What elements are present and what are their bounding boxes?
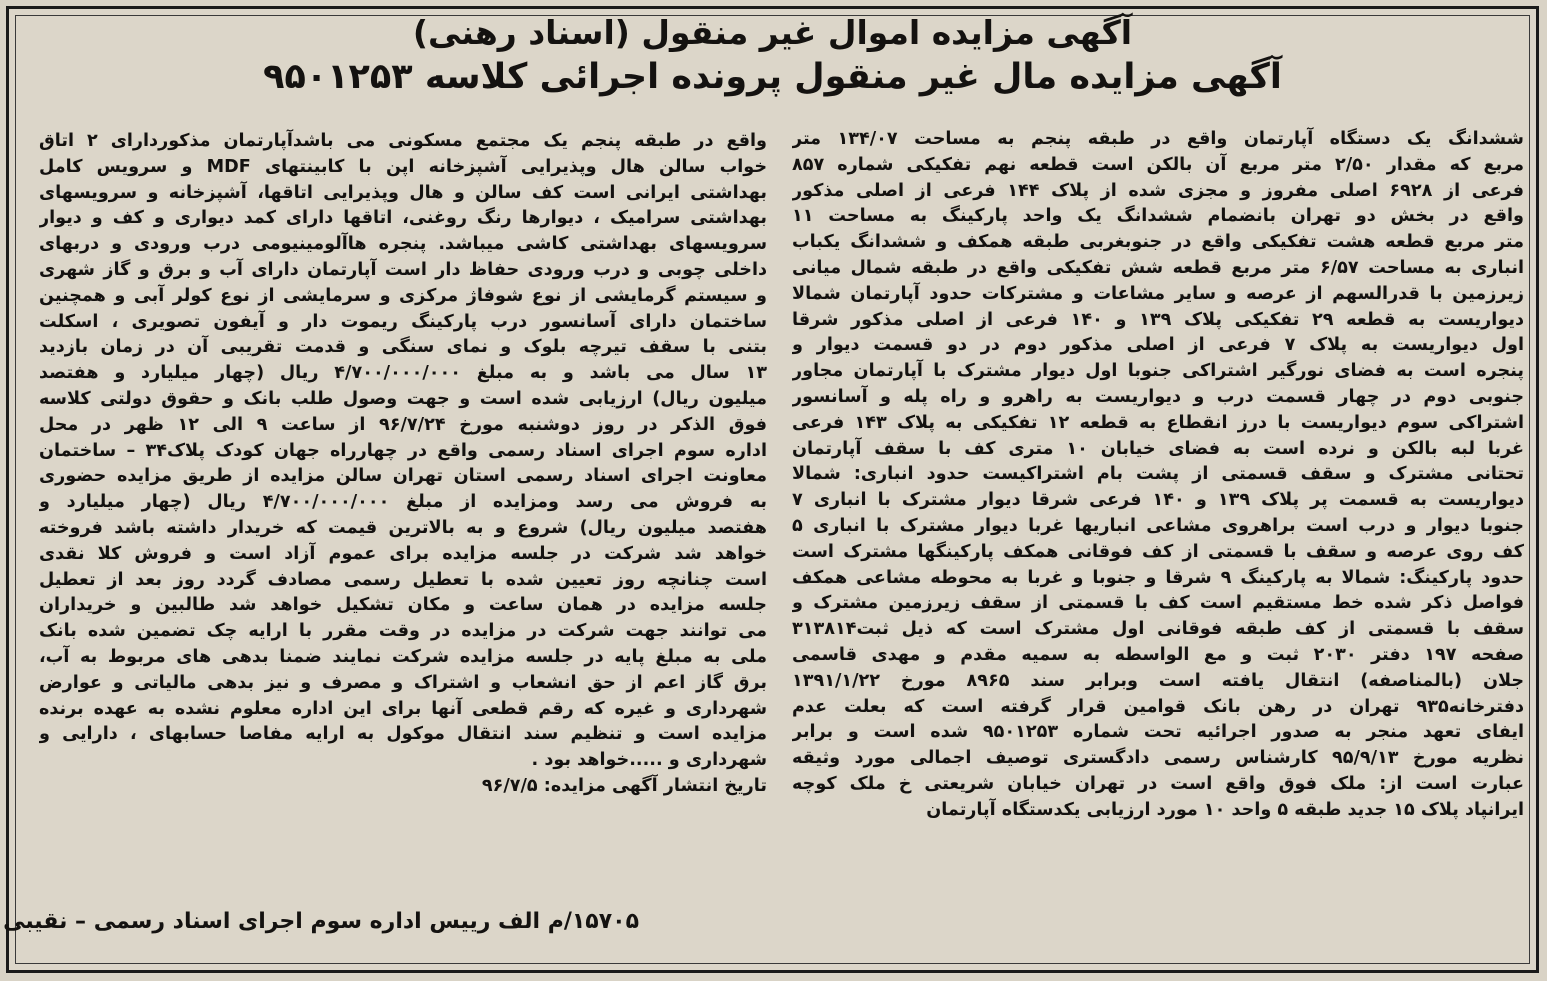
text-line: شهرداری و .....خواهد بود . bbox=[531, 750, 767, 771]
text-line: دیواریست به قطعه ۲۹ تفکیکی پلاک ۱۳۹ و ۱۴۰ فرعی از اصلی مذکور شرقا bbox=[792, 309, 1524, 330]
text-line: دیواریست به قسمت پر پلاک ۱۳۹ و ۱۴۰ فرعی شرقا دیوار مشترک با انباری ۷ bbox=[792, 490, 1524, 511]
text-line: عبارت است از: ملک فوق واقع است در تهران خیابان شریعتی خ ملک کوچه bbox=[792, 773, 1524, 794]
publish-date: تاریخ انتشار آگهی مزایده: ۹۶/۷/۵ bbox=[481, 775, 767, 796]
text-line: جنوبا دیوار و درب است براهروی مشاعی انباریها غربا دیوار مشترک با انباری ۵ bbox=[792, 515, 1524, 536]
text-line: نظریه مورخ ۹۵/۹/۱۳ کارشناس رسمی دادگستری توصیف اجمالی مورد وثیقه bbox=[792, 748, 1524, 769]
text-line: جلسه مزایده در همان ساعت و مکان تشکیل خواهد شد طالبین و خریداران bbox=[39, 595, 767, 616]
text-line: تحتانی مشترک و سقف قسمتی از پشت بام اشتراکیست حدود انباری: شمالا bbox=[792, 464, 1524, 485]
text-line: مربع که مقدار ۲/۵۰ متر مربع آن بالکن است قطعه نهم تفکیکی شماره ۸۵۷ bbox=[792, 154, 1524, 175]
text-line: بهداشتی ایرانی است کف سالن و هال وپذیرایی اتاقها، آشپزخانه و سرویسهای bbox=[39, 182, 767, 203]
text-line: میلیون ریال) ارزیابی شده است و جهت وصول طلب بانک و حقوق دولتی کلاسه bbox=[39, 388, 767, 409]
text-line: ساختمان دارای آسانسور درب پارکینگ ریموت دار و آیفون تصویری ، اسکلت bbox=[39, 311, 767, 332]
text-line: خواب سالن هال وپذیرایی آشپزخانه اپن با کابینتهای MDF و سرویس کامل bbox=[39, 156, 767, 177]
text-line: معاونت اجرای اسناد رسمی استان تهران سالن مزایده از طریق مزایده حضوری bbox=[39, 466, 767, 487]
text-line: می توانند جهت شرکت در مزایده در وقت مقرر با ارایه چک تضمین شده بانک bbox=[39, 621, 767, 642]
text-line: اشتراکی سوم دیواریست با درز انقطاع به قطعه ۱۲ تفکیکی به پلاک ۱۴۳ فرعی bbox=[792, 412, 1524, 433]
text-line: واقع در بخش دو تهران بانضمام ششدانگ یک واحد پارکینگ به مساحت ۱۱ bbox=[792, 206, 1524, 227]
text-line: هفتصد میلیون ریال) شروع و به بالاترین قیمت که خریدار داشته باشد فروخته bbox=[39, 517, 767, 538]
text-line: برق گاز اعم از حق انشعاب و اشتراک و مصرف و نیز بدهی مالیاتی و عوارض bbox=[39, 672, 767, 693]
text-line: زیرزمین با قدرالسهم از عرصه و سایر مشاعات و مشترکات حدود آپارتمان شمالا bbox=[792, 283, 1524, 304]
notice-frame bbox=[3, 6, 1539, 973]
text-line: واقع در طبقه پنجم یک مجتمع مسکونی می باشدآپارتمان مذکوردارای ۲ اتاق bbox=[39, 131, 767, 151]
text-line: بهداشتی سرامیک ، دیوارها رنگ روغنی، اتاقها دارای کمد دیواری و کف و دیوار bbox=[39, 208, 767, 229]
text-line: جلان (بالمناصفه) انتقال یافته است وبرابر سند ۸۹۶۵ مورخ ۱۳۹۱/۱/۲۲ bbox=[792, 670, 1524, 691]
text-line: و سیستم گرمایشی از نوع شوفاژ مرکزی و سرمایشی از نوع کولر آبی و همچنین bbox=[39, 285, 767, 306]
left-text-column bbox=[39, 129, 767, 800]
text-line: حدود پارکینگ: شمالا به پارکینگ ۹ شرقا و جنوبا و غربا به محوطه مشاعی همکف bbox=[792, 567, 1524, 588]
text-line: ایفای تعهد منجر به صدور اجرائیه تحت شماره ۹۵۰۱۲۵۳ شده است و برابر bbox=[792, 722, 1524, 743]
text-line: فواصل ذکر شده خط مستقیم است کف با قسمتی از سقف زیرزمین مشترک و bbox=[792, 593, 1524, 614]
text-line: ملی به مبلغ پایه در جلسه مزایده شرکت نمایند ضمنا بدهی های مربوط به آب، bbox=[39, 646, 767, 667]
notice-subtitle: آگهی مزایده مال غیر منقول پرونده اجرائی کلاسه ۹۵۰۱۲۵۳ bbox=[263, 57, 1282, 97]
text-line: ۱۳ سال می باشد و به مبلغ ۴/۷۰۰/۰۰۰/۰۰۰ ریال (چهار میلیارد و هفتصد bbox=[39, 363, 767, 384]
text-line: مزایده است و تنظیم سند انتقال موکول به ارایه مفاصا حسابهای ، دارایی و bbox=[39, 724, 767, 745]
text-line: کف روی عرصه و سقف با قسمتی از کف فوقانی همکف پارکینگها مشترک است bbox=[792, 541, 1524, 562]
text-line: فوق الذکر در روز دوشنبه مورخ ۹۶/۷/۲۴ از ساعت ۹ الی ۱۲ ظهر در محل bbox=[39, 414, 767, 435]
text-line: فرعی از ۶۹۲۸ اصلی مفروز و مجزی شده از پلاک ۱۴۴ فرعی از اصلی مذکور bbox=[792, 180, 1524, 201]
text-line: ایرانپاد پلاک ۱۵ جدید طبقه ۵ واحد ۱۰ مورد ارزیابی یکدستگاه آپارتمان bbox=[926, 799, 1524, 820]
text-line: داخلی چوبی و درب ورودی حفاظ دار است آپارتمان دارای آب و برق و گاز شهری bbox=[39, 259, 767, 280]
text-line: انباری به مساحت ۶/۵۷ متر مربع قطعه شش تفکیکی واقع در طبقه شمال میانی bbox=[792, 257, 1524, 278]
text-line: است چنانچه روز تعیین شده با تعطیل رسمی مصادف گردد روز بعد از تعطیل bbox=[39, 569, 767, 590]
notice-title: آگهی مزایده اموال غیر منقول (اسناد رهنی) bbox=[412, 13, 1133, 52]
signature-line: ۱۵۷۰۵/م الف رییس اداره سوم اجرای اسناد رسمی – نقیبی bbox=[3, 909, 639, 934]
text-line: جنوبی دوم در چهار قسمت درب و دیواریست به راهرو و راه پله و آسانسور bbox=[792, 386, 1524, 407]
text-line: ششدانگ یک دستگاه آپارتمان واقع در طبقه پنجم به مساحت ۱۳۴/۰۷ متر bbox=[792, 129, 1524, 149]
text-line: صفحه ۱۹۷ دفتر ۲۰۳۰ ثبت و مع الواسطه به سمیه مقدم و مهدی قاسمی bbox=[792, 644, 1524, 665]
text-line: اداره سوم اجرای اسناد رسمی واقع در چهارراه جهان کودک پلاک۳۴ – ساختمان bbox=[39, 440, 767, 461]
text-line: دفترخانه۹۳۵ تهران در رهن بانک قوامین قرار گرفته است که بعلت عدم bbox=[792, 696, 1524, 717]
text-line: خواهد شد شرکت در جلسه مزایده برای عموم آزاد است و فروش کلا نقدی bbox=[39, 543, 767, 564]
text-line: شهرداری و غیره که رقم قطعی آنها برای این اداره معلوم نشده به عهده برنده bbox=[39, 698, 767, 719]
text-line: اول دیواریست به پلاک ۷ فرعی از اصلی مذکور دوم در دو قسمت دیوار و bbox=[792, 335, 1524, 356]
text-line: سقف با قسمتی از کف طبقه فوقانی اول مشترک است که ذیل ثبت۳۱۳۸۱۴ bbox=[792, 619, 1524, 640]
text-line: بتنی با سقف تیرچه بلوک و نمای سنگی و قدمت تقریبی آن در زمان بازدید bbox=[39, 337, 767, 358]
text-line: به فروش می رسد ومزایده از مبلغ ۴/۷۰۰/۰۰۰/۰۰۰ ریال (چهار میلیارد و bbox=[39, 492, 767, 513]
text-line: پنجره است به فضای نورگیر اشتراکی جنوبا اول دیوار مشترک با آپارتمان مجاور bbox=[792, 361, 1524, 382]
text-line: غربا لبه بالکن و نرده است به فضای خیابان ۱۰ متری کف با سقف آپارتمان bbox=[792, 438, 1524, 459]
text-line: متر مربع قطعه هشت تفکیکی واقع در جنوبغربی طبقه همکف و ششدانگ یکباب bbox=[792, 232, 1524, 253]
text-line: سرویسهای بهداشتی کاشی میباشد. پنجره هاآلومینیومی درب ورودی و دربهای bbox=[39, 234, 767, 255]
right-text-column bbox=[792, 127, 1524, 824]
